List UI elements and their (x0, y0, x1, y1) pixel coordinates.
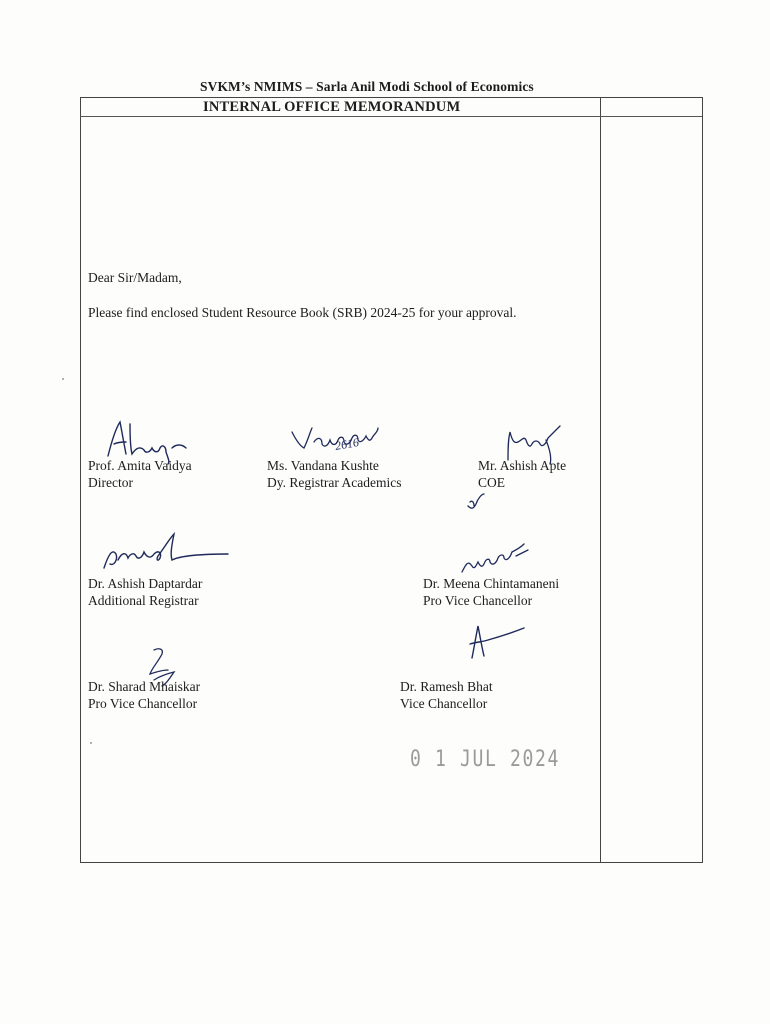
signatory-name: Dr. Meena Chintamaneni (423, 576, 560, 591)
salutation: Dear Sir/Madam, (88, 270, 182, 285)
memo-margin-column-line (600, 97, 601, 862)
signatory-title: COE (478, 475, 505, 490)
signatory-name: Dr. Ashish Daptardar (88, 576, 203, 591)
signatory-name: Prof. Amita Vaidya (88, 458, 192, 473)
signatory-title: Additional Registrar (88, 593, 199, 608)
signatory-name: Dr. Sharad Mhaiskar (88, 679, 201, 694)
handwritten-date: 2616 (333, 435, 360, 453)
letter-body: Please find enclosed Student Resource Book (SRB) 2024-25 for your approval. (88, 305, 517, 320)
signatory-title: Director (88, 475, 133, 490)
signature-ramesh-bhat (462, 622, 532, 662)
signatory-title: Dy. Registrar Academics (267, 475, 402, 490)
signatory-title: Vice Chancellor (400, 696, 488, 711)
signatory-name: Ms. Vandana Kushte (267, 458, 379, 473)
signatory-title: Pro Vice Chancellor (88, 696, 198, 711)
received-date-stamp: 0 1 JUL 2024 (410, 747, 561, 772)
scan-speck (90, 742, 92, 744)
tick-mark-icon (466, 492, 486, 512)
signature-meena-chintamaneni (458, 540, 538, 580)
signature-ashish-daptardar (100, 530, 230, 580)
scan-speck (62, 378, 64, 380)
institution-heading: SVKM’s NMIMS – Sarla Anil Modi School of Economics (200, 79, 534, 94)
signatory-name: Mr. Ashish Apte (478, 458, 567, 473)
memo-title-divider (80, 116, 702, 117)
signatory-name: Dr. Ramesh Bhat (400, 679, 493, 694)
signatory-title: Pro Vice Chancellor (423, 593, 533, 608)
memo-title: INTERNAL OFFICE MEMORANDUM (203, 99, 461, 115)
